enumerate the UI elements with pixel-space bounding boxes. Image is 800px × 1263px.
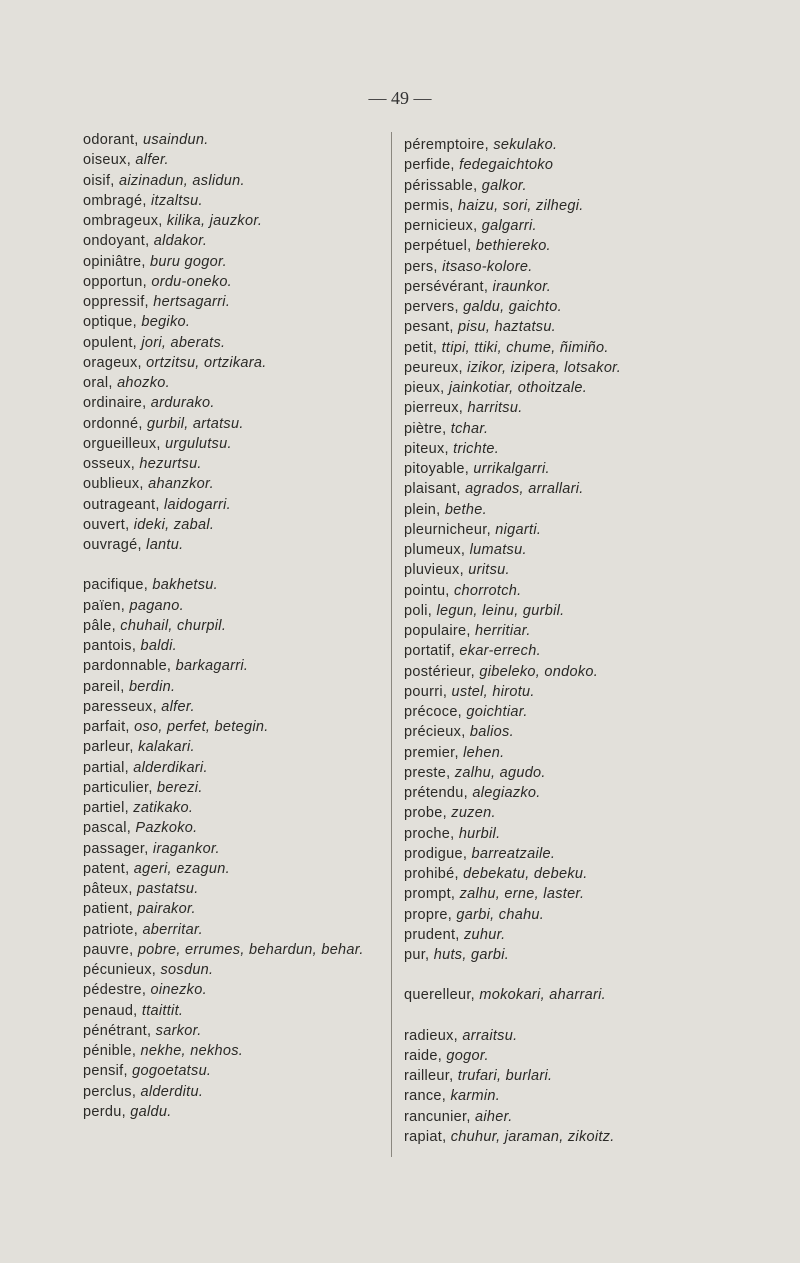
section-gap xyxy=(83,555,388,575)
entry-definition: hurbil. xyxy=(458,825,501,842)
entry-definition: oso, perfet, betegin. xyxy=(134,719,269,735)
dictionary-entry xyxy=(83,778,388,798)
entry-definition: karmin. xyxy=(450,1088,501,1105)
entry-definition: fedegaichtoko xyxy=(459,157,554,174)
dictionary-entry xyxy=(83,231,388,251)
dictionary-entry xyxy=(404,763,704,783)
dictionary-entry xyxy=(404,743,704,763)
entry-term: rapiat, xyxy=(404,1128,447,1145)
dictionary-entry xyxy=(404,844,704,864)
entry-definition: barreatzaile. xyxy=(471,845,556,862)
entry-definition: pagano. xyxy=(129,597,184,614)
dictionary-entry xyxy=(404,236,704,256)
dictionary-entry xyxy=(404,459,704,479)
entry-definition: kilika, jauzkor. xyxy=(166,213,263,229)
entry-definition: herritiar. xyxy=(475,623,531,639)
entry-definition: lehen. xyxy=(463,744,505,761)
entry-term: petit, xyxy=(404,339,438,356)
entry-term: rance, xyxy=(404,1088,447,1105)
entry-definition: harritsu. xyxy=(467,400,523,417)
dictionary-entry xyxy=(404,905,704,925)
entry-term: perdu, xyxy=(83,1103,126,1120)
dictionary-entry xyxy=(404,257,704,277)
dictionary-entry xyxy=(83,677,388,697)
entry-term: pacifique, xyxy=(83,577,149,594)
entry-term: railleur, xyxy=(404,1068,454,1084)
entry-term: périssable, xyxy=(404,177,478,194)
entry-definition: bakhetsu. xyxy=(152,577,218,594)
dictionary-entry xyxy=(404,621,704,641)
entry-term: pardonnable, xyxy=(83,658,172,675)
dictionary-entry xyxy=(404,135,704,155)
entry-definition: urrikalgarri. xyxy=(473,461,550,477)
entry-definition: galkor. xyxy=(481,177,527,194)
dictionary-entry xyxy=(83,333,388,353)
entry-term: querelleur, xyxy=(404,987,476,1004)
entry-definition: pastatsu. xyxy=(137,881,199,897)
entry-term: ouvert, xyxy=(83,516,130,533)
entry-term: pers, xyxy=(404,258,438,275)
entry-definition: galdu, gaichto. xyxy=(463,299,562,315)
dictionary-entry xyxy=(83,252,388,272)
dictionary-entry xyxy=(83,1082,388,1102)
dictionary-entry xyxy=(404,803,704,823)
entry-definition: nigarti. xyxy=(495,521,542,538)
entry-definition: jori, aberats. xyxy=(141,334,226,351)
section-gap xyxy=(404,965,704,985)
dictionary-entry xyxy=(404,317,704,337)
dictionary-entry xyxy=(404,1046,704,1066)
entry-term: patent, xyxy=(83,860,130,877)
dictionary-entry xyxy=(83,1041,388,1061)
dictionary-entry xyxy=(83,596,388,616)
entry-term: penaud, xyxy=(83,1002,138,1019)
dictionary-entry xyxy=(404,196,704,216)
entry-definition: barkagarri. xyxy=(175,658,249,675)
dictionary-entry xyxy=(404,945,704,965)
entry-term: partiel, xyxy=(83,800,129,816)
entry-definition: sekulako. xyxy=(493,137,558,153)
entry-definition: alegiazko. xyxy=(472,785,541,801)
dictionary-entry xyxy=(83,191,388,211)
entry-definition: zuhur. xyxy=(463,926,506,943)
entry-definition: pobre, errumes, behardun, behar. xyxy=(137,941,364,958)
dictionary-entry xyxy=(83,312,388,332)
dictionary-entry xyxy=(83,515,388,535)
entry-definition: itzaltsu. xyxy=(151,192,203,209)
entry-definition: chuhail, churpil. xyxy=(120,617,227,634)
dictionary-entry xyxy=(83,414,388,434)
left-column xyxy=(83,130,388,1122)
entry-term: optique, xyxy=(83,314,137,331)
entry-definition: legun, leinu, gurbil. xyxy=(436,602,565,619)
entry-definition: haizu, sori, zilhegi. xyxy=(457,197,584,214)
entry-term: parfait, xyxy=(83,719,130,735)
entry-term: pernicieux, xyxy=(404,218,478,234)
dictionary-entry xyxy=(404,581,704,601)
dictionary-entry xyxy=(83,758,388,778)
dictionary-entry xyxy=(404,925,704,945)
entry-definition: zalhu, erne, laster. xyxy=(459,886,585,903)
entry-term: probe, xyxy=(404,805,447,822)
entry-definition: balios. xyxy=(469,724,514,741)
entry-definition: aldakor. xyxy=(153,233,208,250)
dictionary-entry xyxy=(83,495,388,515)
dictionary-entry xyxy=(83,616,388,636)
entry-term: précoce, xyxy=(404,704,463,720)
entry-term: opiniâtre, xyxy=(83,253,146,270)
dictionary-entry xyxy=(83,434,388,454)
entry-definition: chorrotch. xyxy=(453,582,522,599)
entry-term: oublieux, xyxy=(83,476,144,493)
entry-term: pieux, xyxy=(404,380,445,396)
entry-term: pareil, xyxy=(83,678,125,695)
dictionary-entry xyxy=(404,560,704,580)
entry-definition: hertsagarri. xyxy=(153,294,231,310)
dictionary-entry xyxy=(83,859,388,879)
page-number: — 49 — xyxy=(368,88,432,108)
entry-definition: huts, garbi. xyxy=(433,947,510,963)
entry-definition: zuzen. xyxy=(451,805,496,822)
dictionary-entry xyxy=(404,702,704,722)
entry-term: pleurnicheur, xyxy=(404,521,491,538)
entry-definition: goichtiar. xyxy=(466,704,528,720)
entry-term: prudent, xyxy=(404,926,460,943)
entry-term: pâle, xyxy=(83,617,116,634)
dictionary-entry xyxy=(83,535,388,555)
entry-definition: mokokari, aharrari. xyxy=(479,987,606,1004)
dictionary-entry xyxy=(83,474,388,494)
dictionary-entry xyxy=(404,864,704,884)
entry-term: pierreux, xyxy=(404,400,464,417)
dictionary-entry xyxy=(404,1086,704,1106)
entry-definition: trufari, burlari. xyxy=(457,1068,553,1084)
dictionary-entry xyxy=(83,373,388,393)
entry-term: partial, xyxy=(83,759,129,776)
entry-definition: izikor, izipera, lotsakor. xyxy=(467,359,622,376)
entry-term: plein, xyxy=(404,501,441,518)
entry-definition: berdin. xyxy=(128,678,176,695)
entry-definition: pairakor. xyxy=(137,901,196,918)
entry-definition: ahanzkor. xyxy=(148,476,214,493)
entry-term: pensif, xyxy=(83,1063,128,1080)
entry-definition: tchar. xyxy=(450,420,489,437)
entry-term: pâteux, xyxy=(83,881,133,897)
dictionary-entry xyxy=(83,353,388,373)
dictionary-entry xyxy=(404,1127,704,1147)
entry-definition: chuhur, jaraman, zikoitz. xyxy=(450,1128,615,1145)
dictionary-entry xyxy=(83,960,388,980)
entry-term: poli, xyxy=(404,602,433,619)
entry-term: ordonné, xyxy=(83,415,143,432)
entry-term: ondoyant, xyxy=(83,233,150,250)
dictionary-entry xyxy=(83,899,388,919)
dictionary-entry xyxy=(83,150,388,170)
entry-definition: urgulutsu. xyxy=(165,435,232,452)
entry-term: pervers, xyxy=(404,299,459,315)
entry-definition: lantu. xyxy=(146,537,184,553)
dictionary-entry xyxy=(83,393,388,413)
dictionary-entry xyxy=(404,662,704,682)
dictionary-entry xyxy=(404,722,704,742)
entry-definition: ideki, zabal. xyxy=(133,516,215,533)
entry-definition: lumatsu. xyxy=(469,542,527,558)
dictionary-entry xyxy=(83,798,388,818)
dictionary-entry xyxy=(404,500,704,520)
entry-definition: galgarri. xyxy=(481,218,537,234)
entry-definition: aberritar. xyxy=(142,921,203,938)
entry-term: persévérant, xyxy=(404,278,489,295)
entry-term: preste, xyxy=(404,764,451,781)
entry-term: pointu, xyxy=(404,582,450,599)
entry-definition: alderditu. xyxy=(140,1083,204,1100)
entry-definition: sarkor. xyxy=(155,1022,202,1039)
entry-term: pur, xyxy=(404,947,430,963)
dictionary-entry xyxy=(83,879,388,899)
entry-term: patient, xyxy=(83,901,133,918)
entry-definition: agrados, arrallari. xyxy=(465,481,584,498)
dictionary-entry xyxy=(83,1021,388,1041)
entry-term: piteux, xyxy=(404,440,449,457)
entry-definition: alfer. xyxy=(161,698,195,715)
dictionary-entry xyxy=(404,601,704,621)
dictionary-entry xyxy=(404,824,704,844)
dictionary-entry xyxy=(404,540,704,560)
entry-definition: zalhu, agudo. xyxy=(454,764,546,781)
entry-term: passager, xyxy=(83,840,149,857)
dictionary-entry xyxy=(83,211,388,231)
dictionary-entry xyxy=(83,171,388,191)
dictionary-entry xyxy=(83,454,388,474)
entry-definition: uritsu. xyxy=(468,562,510,579)
entry-term: propre, xyxy=(404,906,453,923)
dictionary-entry xyxy=(83,636,388,656)
dictionary-entry xyxy=(404,338,704,358)
dictionary-entry xyxy=(83,940,388,960)
entry-definition: bethiereko. xyxy=(475,238,551,255)
dictionary-entry xyxy=(83,1061,388,1081)
entry-definition: arraitsu. xyxy=(462,1027,518,1044)
column-divider xyxy=(391,132,392,1157)
entry-term: ouvragé, xyxy=(83,537,142,553)
entry-definition: gurbil, artatsu. xyxy=(147,415,244,432)
dictionary-entry xyxy=(404,479,704,499)
entry-definition: itsaso-kolore. xyxy=(442,258,533,275)
entry-term: portatif, xyxy=(404,643,456,660)
entry-term: ombrageux, xyxy=(83,213,163,229)
entry-definition: iraunkor. xyxy=(492,278,552,295)
entry-definition: alfer. xyxy=(135,152,169,169)
section-gap xyxy=(404,1006,704,1026)
entry-term: particulier, xyxy=(83,779,153,796)
entry-definition: hezurtsu. xyxy=(139,456,202,472)
entry-definition: pisu, haztatsu. xyxy=(458,319,557,336)
entry-definition: ortzitsu, ortzikara. xyxy=(146,354,267,371)
dictionary-entry xyxy=(83,1001,388,1021)
entry-term: postérieur, xyxy=(404,663,476,680)
entry-term: perpétuel, xyxy=(404,238,472,255)
entry-term: prohibé, xyxy=(404,866,459,882)
dictionary-entry xyxy=(404,985,704,1005)
entry-definition: ordu-oneko. xyxy=(151,273,233,290)
entry-term: oiseux, xyxy=(83,152,132,169)
entry-term: opulent, xyxy=(83,334,137,351)
dictionary-entry xyxy=(83,980,388,1000)
dictionary-entry xyxy=(83,839,388,859)
entry-definition: ardurako. xyxy=(150,395,215,412)
entry-term: pénétrant, xyxy=(83,1022,152,1039)
dictionary-entry xyxy=(404,297,704,317)
entry-definition: ageri, ezagun. xyxy=(133,860,230,877)
entry-definition: galdu. xyxy=(130,1103,172,1120)
entry-definition: debekatu, debeku. xyxy=(463,866,588,882)
entry-definition: sosdun. xyxy=(160,962,214,978)
dictionary-entry xyxy=(83,272,388,292)
entry-term: parleur, xyxy=(83,739,134,756)
entry-term: rancunier, xyxy=(404,1108,471,1125)
entry-term: osseux, xyxy=(83,456,136,472)
dictionary-entry xyxy=(404,277,704,297)
entry-definition: nekhe, nekhos. xyxy=(140,1043,244,1059)
entry-term: populaire, xyxy=(404,623,471,639)
entry-term: odorant, xyxy=(83,132,139,148)
dictionary-entry xyxy=(404,378,704,398)
entry-term: peureux, xyxy=(404,359,463,376)
entry-term: ombragé, xyxy=(83,192,147,209)
entry-term: paresseux, xyxy=(83,698,157,715)
dictionary-entry xyxy=(83,717,388,737)
dictionary-entry xyxy=(83,697,388,717)
entry-term: raide, xyxy=(404,1047,443,1064)
entry-term: prodigue, xyxy=(404,845,468,862)
entry-term: pesant, xyxy=(404,319,454,336)
entry-term: perclus, xyxy=(83,1083,137,1100)
dictionary-entry xyxy=(83,737,388,757)
entry-definition: aiher. xyxy=(475,1108,513,1125)
entry-definition: zatikako. xyxy=(133,800,194,816)
entry-definition: gogoetatsu. xyxy=(132,1063,212,1080)
dictionary-entry xyxy=(404,520,704,540)
entry-definition: iragankor. xyxy=(152,840,220,857)
entry-term: orageux, xyxy=(83,354,142,371)
entry-term: oppressif, xyxy=(83,294,149,310)
entry-definition: ahozko. xyxy=(117,375,170,391)
right-column xyxy=(404,135,704,1147)
entry-term: radieux, xyxy=(404,1027,458,1044)
entry-definition: buru gogor. xyxy=(150,253,227,270)
dictionary-entry xyxy=(404,419,704,439)
entry-term: pantois, xyxy=(83,638,137,654)
entry-term: ordinaire, xyxy=(83,395,147,412)
entry-term: pauvre, xyxy=(83,941,134,958)
entry-term: permis, xyxy=(404,197,454,214)
entry-definition: ttaittit. xyxy=(141,1002,184,1019)
entry-definition: jainkotiar, othoitzale. xyxy=(448,380,588,396)
entry-definition: kalakari. xyxy=(138,739,195,756)
dictionary-entry xyxy=(83,920,388,940)
entry-definition: aizinadun, aslidun. xyxy=(118,172,245,189)
entry-definition: ekar-errech. xyxy=(459,643,541,660)
entry-term: proche, xyxy=(404,825,455,842)
entry-term: perfide, xyxy=(404,157,455,174)
entry-definition: baldi. xyxy=(140,638,177,654)
entry-definition: oinezko. xyxy=(150,982,207,999)
entry-term: opportun, xyxy=(83,273,147,290)
entry-term: prompt, xyxy=(404,886,456,903)
dictionary-entry xyxy=(83,575,388,595)
entry-term: pédestre, xyxy=(83,982,147,999)
entry-term: plumeux, xyxy=(404,542,466,558)
dictionary-entry xyxy=(404,216,704,236)
dictionary-entry xyxy=(83,818,388,838)
entry-definition: ttipi, ttiki, chume, ñimiño. xyxy=(441,339,609,356)
entry-definition: usaindun. xyxy=(142,132,209,148)
entry-term: plaisant, xyxy=(404,481,461,498)
entry-term: pécunieux, xyxy=(83,962,157,978)
entry-term: oisif, xyxy=(83,172,115,189)
entry-definition: garbi, chahu. xyxy=(456,906,545,923)
entry-term: premier, xyxy=(404,744,459,761)
entry-definition: gibeleko, ondoko. xyxy=(479,663,599,680)
entry-definition: laidogarri. xyxy=(164,496,231,513)
dictionary-entry xyxy=(404,358,704,378)
dictionary-entry xyxy=(404,884,704,904)
entry-definition: Pazkoko. xyxy=(135,820,198,837)
entry-definition: berezi. xyxy=(157,779,203,796)
entry-term: oral, xyxy=(83,375,113,391)
dictionary-entry xyxy=(404,641,704,661)
entry-definition: ustel, hirotu. xyxy=(451,683,535,700)
dictionary-entry xyxy=(83,130,388,150)
entry-definition: alderdikari. xyxy=(133,759,208,776)
dictionary-entry xyxy=(404,398,704,418)
entry-term: péremptoire, xyxy=(404,137,489,153)
dictionary-entry xyxy=(404,1026,704,1046)
entry-term: orgueilleux, xyxy=(83,435,161,452)
dictionary-entry xyxy=(83,1102,388,1122)
entry-term: pourri, xyxy=(404,683,448,700)
entry-definition: gogor. xyxy=(446,1047,489,1064)
entry-definition: begiko. xyxy=(141,314,191,331)
dictionary-entry xyxy=(83,656,388,676)
dictionary-entry xyxy=(404,682,704,702)
dictionary-entry xyxy=(404,155,704,175)
entry-term: outrageant, xyxy=(83,496,160,513)
dictionary-entry xyxy=(404,1066,704,1086)
entry-term: païen, xyxy=(83,597,126,614)
dictionary-entry xyxy=(83,292,388,312)
entry-definition: bethe. xyxy=(444,501,487,518)
entry-term: précieux, xyxy=(404,724,466,741)
dictionary-entry xyxy=(404,783,704,803)
dictionary-entry xyxy=(404,176,704,196)
dictionary-entry xyxy=(404,439,704,459)
entry-definition: trichte. xyxy=(453,440,500,457)
entry-term: pluvieux, xyxy=(404,562,464,579)
entry-term: patriote, xyxy=(83,921,139,938)
dictionary-entry xyxy=(404,1107,704,1127)
entry-term: piètre, xyxy=(404,420,447,437)
entry-term: prétendu, xyxy=(404,785,468,801)
entry-term: pénible, xyxy=(83,1043,137,1059)
entry-term: pascal, xyxy=(83,820,132,837)
entry-term: pitoyable, xyxy=(404,461,470,477)
